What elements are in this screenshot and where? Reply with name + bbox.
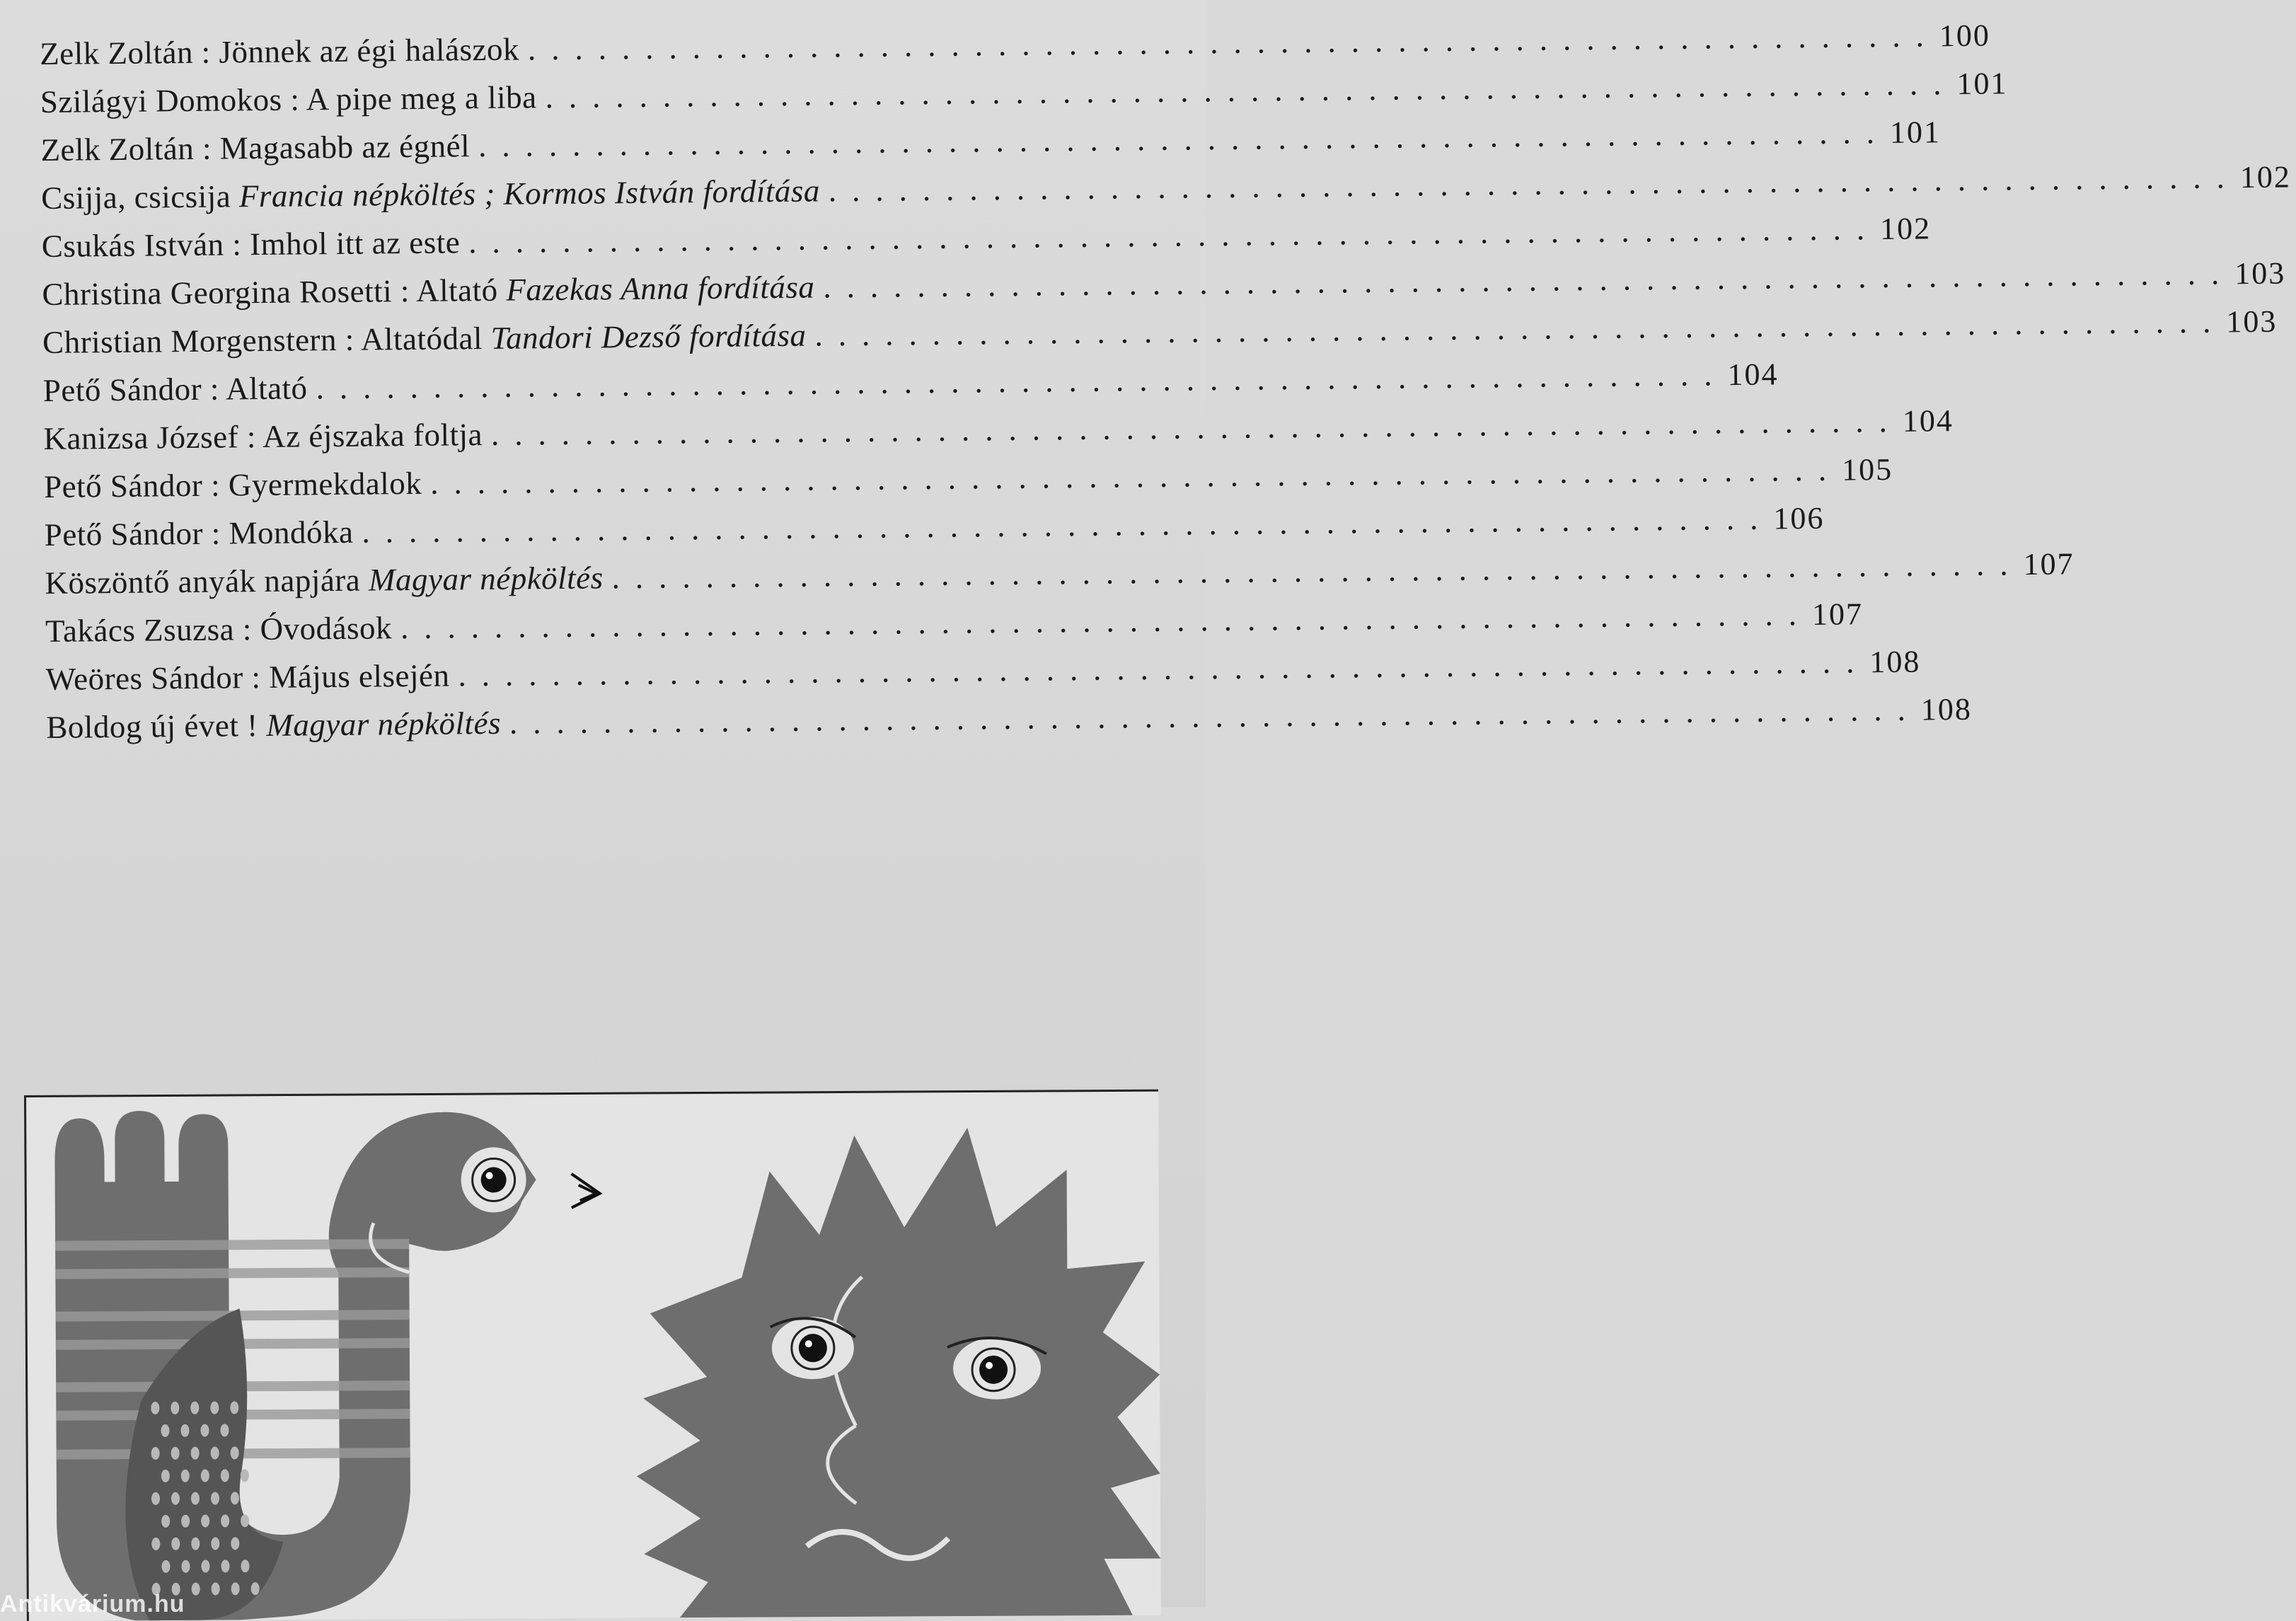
toc-entry-translator: Francia népköltés ; Kormos István fordítása — [238, 173, 821, 214]
toc-page-number: 108 — [1869, 644, 1921, 680]
wing-dot — [151, 1492, 160, 1505]
toc-entry-title — [40, 127, 478, 168]
wing-dot — [231, 1537, 239, 1550]
toc-page-number: 104 — [1727, 357, 1779, 393]
toc-leader-dots: ............................................................ — [316, 357, 1728, 406]
toc-leader-dots: ............................................................ — [611, 546, 2024, 596]
toc-entry-author-title: Pető Sándor : Altató — [42, 370, 308, 408]
toc-leader-dots: ............................................................ — [468, 211, 1881, 260]
wing-dot — [211, 1447, 219, 1460]
wing-dot — [161, 1470, 170, 1482]
toc-entry-author-title: Pető Sándor : Gyermekdalok — [43, 465, 422, 504]
toc-page-number: 103 — [2226, 304, 2278, 340]
wing-dot — [230, 1401, 238, 1414]
wing-dot — [251, 1582, 260, 1595]
toc-leader-dots: ............................................................ — [823, 255, 2235, 305]
toc-page-number: 100 — [1939, 18, 1991, 54]
wing-dot — [210, 1402, 219, 1414]
toc-page-number: 104 — [1902, 403, 1954, 439]
toc-entry-author-title: Boldog új évet ! — [46, 708, 258, 745]
toc-entry-title — [42, 224, 469, 265]
wing-dot — [221, 1514, 229, 1527]
wing-dot — [171, 1538, 180, 1550]
toc-entry-translator: Tandori Dezső fordítása — [490, 317, 807, 356]
toc-leader-dots: ............................................................ — [509, 691, 1922, 741]
toc-leader-dots: ............................................................ — [430, 451, 1842, 501]
toc-entry-title — [40, 30, 528, 72]
wing-dot — [171, 1447, 180, 1460]
table-of-contents — [40, 18, 2292, 757]
bird-beak — [572, 1174, 600, 1208]
toc-entry-author-title: Weöres Sándor : Május elsején — [45, 657, 450, 697]
wing-dot — [211, 1492, 219, 1505]
wing-dot — [231, 1446, 239, 1459]
toc-entry-author-title: Zelk Zoltán : Magasabb az égnél — [40, 128, 471, 168]
wing-dot — [200, 1424, 209, 1437]
toc-entry-author-title: Csijja, csicsija — [40, 178, 231, 216]
toc-entry-title — [45, 559, 612, 601]
toc-entry — [46, 691, 1973, 757]
toc-entry-author-title: Christina Georgina Rosetti : Altató — [42, 272, 498, 312]
toc-entry-author-title: Köszöntő anyák napjára — [45, 562, 361, 601]
toc-entry-title — [41, 172, 829, 217]
wing-dot — [191, 1492, 200, 1505]
toc-entry-title — [43, 416, 491, 457]
toc-page-number: 106 — [1773, 500, 1825, 536]
toc-entry-translator: Magyar népköltés — [266, 705, 502, 743]
wing-dot — [191, 1538, 200, 1550]
wing-dot — [191, 1447, 200, 1460]
toc-entry-title — [45, 609, 400, 650]
toc-page-number: 102 — [2239, 159, 2292, 195]
wing-dot — [181, 1515, 190, 1528]
wing-dot — [221, 1469, 229, 1482]
toc-entry-author-title: Csukás István : Imhol itt az este — [41, 224, 461, 264]
toc-leader-dots: ............................................................ — [478, 114, 1891, 164]
toc-entry-author-title: Pető Sándor : Mondóka — [44, 514, 354, 553]
toc-page-number: 108 — [1920, 691, 1973, 727]
wing-dot — [181, 1560, 190, 1573]
toc-page-number: 101 — [1889, 115, 1942, 150]
toc-page-number: 107 — [2023, 546, 2075, 582]
wing-dot — [201, 1560, 209, 1573]
wing-dot — [151, 1447, 160, 1460]
toc-entry-author-title: Szilágyi Domokos : A pipe meg a liba — [40, 79, 537, 120]
wing-dot — [181, 1470, 190, 1482]
wing-dot — [201, 1515, 209, 1528]
toc-entry-title — [40, 79, 546, 120]
wing-dot — [161, 1515, 170, 1528]
wing-dot — [212, 1583, 220, 1596]
toc-page-number: 101 — [1956, 66, 2008, 101]
watermark: Antikvárium.hu — [0, 1591, 185, 1617]
toc-leader-dots: ............................................................ — [458, 644, 1870, 693]
bird-eye — [461, 1147, 526, 1212]
toc-page-number: 107 — [1811, 596, 1864, 632]
wing-dot — [221, 1559, 229, 1572]
toc-leader-dots: ............................................................ — [400, 596, 1813, 646]
toc-leader-dots: ............................................................ — [828, 159, 2241, 209]
toc-leader-dots: ............................................................ — [490, 403, 1903, 452]
toc-entry-author-title: Zelk Zoltán : Jönnek az égi halászok — [40, 31, 520, 71]
wing-dot — [220, 1424, 229, 1436]
toc-leader-dots: ............................................................ — [545, 65, 1957, 115]
wing-dot — [161, 1424, 169, 1437]
toc-entry-author-title: Takács Zsuzsa : Óvodások — [45, 610, 393, 649]
wing-dot — [231, 1582, 240, 1595]
toc-entry-author-title: Kanizsa József : Az éjszaka foltja — [43, 417, 483, 456]
wing-dot — [161, 1560, 170, 1573]
toc-page-number: 103 — [2234, 255, 2286, 292]
toc-entry-author-title: Christian Morgenstern : Altatódal — [42, 321, 483, 360]
wing-dot — [241, 1469, 249, 1482]
wing-dot — [171, 1492, 180, 1505]
toc-entry-title — [46, 705, 509, 746]
toc-page-number: 102 — [1879, 211, 1932, 247]
wing-dot — [192, 1583, 200, 1596]
wing-dot — [151, 1402, 159, 1414]
wing-dot — [190, 1402, 199, 1414]
toc-entry-translator: Fazekas Anna fordítása — [506, 269, 815, 308]
sun-figure — [635, 1127, 1161, 1618]
toc-entry-title — [45, 657, 458, 698]
toc-page-number: 105 — [1841, 451, 1893, 488]
toc-leader-dots: ............................................................ — [527, 18, 1940, 67]
wing-dot — [231, 1492, 239, 1504]
toc-leader-dots: ............................................................ — [814, 304, 2227, 353]
toc-entry-title — [45, 514, 362, 553]
wing-dot — [241, 1514, 249, 1527]
bird-figure — [54, 1109, 602, 1621]
toc-entry-title — [44, 465, 431, 505]
wing-dot — [241, 1559, 249, 1572]
toc-entry-title — [43, 369, 316, 409]
toc-leader-dots: ............................................................ — [362, 500, 1774, 550]
illustration-panel — [24, 1090, 1161, 1621]
wing-dot — [151, 1538, 160, 1550]
toc-entry-title — [42, 268, 823, 313]
wing-dot — [171, 1402, 179, 1414]
toc-entry-translator: Magyar népköltés — [368, 560, 604, 598]
wing-dot — [201, 1470, 209, 1482]
wing-dot — [211, 1538, 219, 1550]
toc-entry-title — [42, 317, 815, 361]
bird-and-sun-illustration — [26, 1092, 1161, 1621]
wing-dot — [180, 1424, 189, 1437]
